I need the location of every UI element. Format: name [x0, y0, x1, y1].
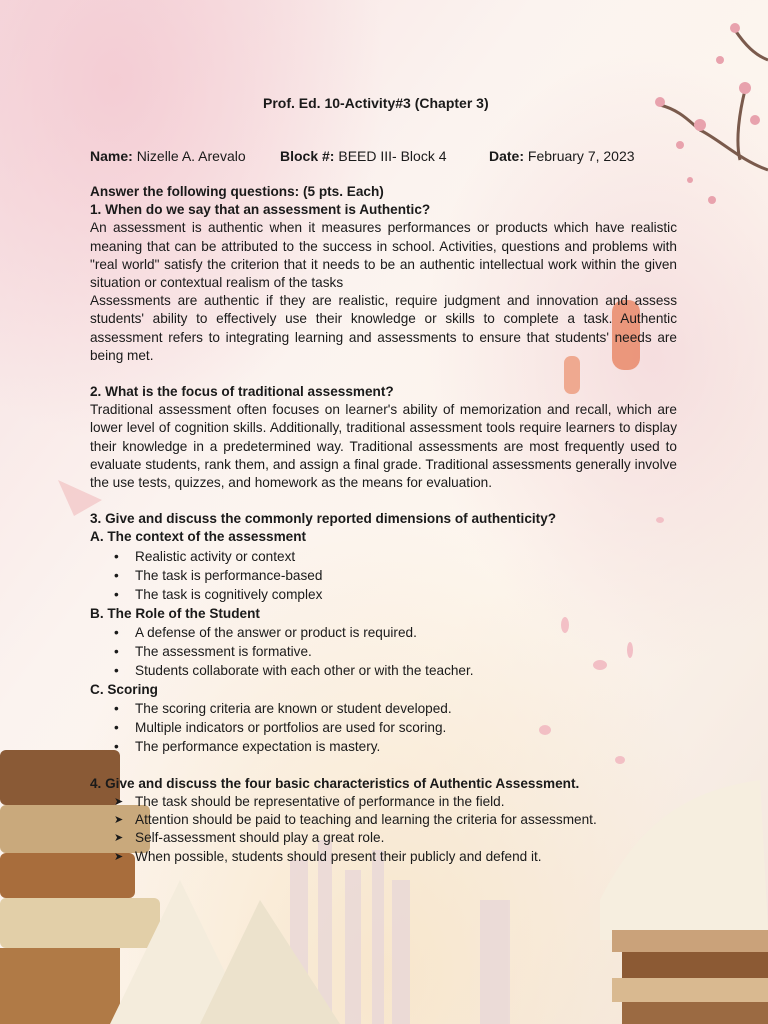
- list-item: • The assessment is formative.: [114, 642, 677, 661]
- characteristics-list: [90, 793, 677, 866]
- instructions: Answer the following questions: (5 pts. Each): [90, 184, 384, 199]
- section-a-list: [90, 547, 677, 605]
- question-4: 4. Give and discuss the four basic characteristics of Authentic Assessment.: [90, 775, 580, 791]
- list-item: • Realistic activity or context: [114, 547, 677, 566]
- list-item: • Students collaborate with each other or with the teacher.: [114, 661, 677, 680]
- section-b-list: [90, 623, 677, 681]
- section-c-title: C. Scoring: [90, 681, 158, 697]
- answer-2-paragraph: Traditional assessment often focuses on learner's ability of memorization and recall, which are lower level of cognition skills. Additionally, traditional assessment tools require learners to display their knowledge in a predetermined way. Traditional assessments are most frequently used to evaluate students, rank them, and assign a final grade. Traditional assessments generally involve the use tests, quizzes, and homework as the means for evaluation.: [90, 402, 677, 491]
- answer-1-paragraph-1: An assessment is authentic when it measures performances or products which have realistic meaning that can be attributed to the success in school. Activities, questions and problems with "real world" satisfy the criterion that it needs to be an authentic intellectual work within the given situation or contextual realism of the tasks: [90, 220, 677, 291]
- section-a-title: A. The context of the assessment: [90, 529, 307, 545]
- list-item: ➤ Attention should be paid to teaching and learning the criteria for assessment.: [114, 811, 677, 829]
- document-title: Prof. Ed. 10-Activity#3 (Chapter 3): [263, 95, 489, 111]
- answers-content: [90, 183, 677, 866]
- list-item: ➤ Self-assessment should play a great role.: [114, 829, 677, 847]
- section-b-title: B. The Role of the Student: [90, 605, 260, 621]
- list-item: ➤ When possible, students should present their publicly and defend it.: [114, 848, 677, 866]
- block-label: Block #:: [280, 148, 335, 164]
- date-label: Date:: [489, 148, 525, 164]
- date-value: February 7, 2023: [527, 148, 635, 164]
- block-value: BEED III- Block 4: [338, 148, 447, 164]
- question-2: 2. What is the focus of traditional assessment?: [90, 384, 394, 400]
- list-item: • The performance expectation is mastery.: [114, 737, 677, 756]
- list-item: • A defense of the answer or product is required.: [114, 623, 677, 642]
- list-item: • The task is cognitively complex: [114, 585, 677, 604]
- list-item: • Multiple indicators or portfolios are used for scoring.: [114, 718, 677, 737]
- question-3: 3. Give and discuss the commonly reported dimensions of authenticity?: [90, 511, 557, 527]
- student-info-row: [90, 147, 690, 165]
- list-item: ➤ The task should be representative of performance in the field.: [114, 793, 677, 811]
- list-item: • The task is performance-based: [114, 566, 677, 585]
- name-label: Name:: [90, 148, 133, 164]
- name-value: Nizelle A. Arevalo: [136, 148, 246, 164]
- answer-1-paragraph-2: Assessments are authentic if they are realistic, require judgment and innovation and assess students' ability to effectively use their knowledge or skills to complete a task. Authentic assessment refers to integrating learning and assessments to ensure that students' needs are being met.: [90, 293, 677, 363]
- list-item: • The scoring criteria are known or student developed.: [114, 699, 677, 718]
- question-1: 1. When do we say that an assessment is Authentic?: [90, 202, 431, 218]
- section-c-list: [90, 699, 677, 757]
